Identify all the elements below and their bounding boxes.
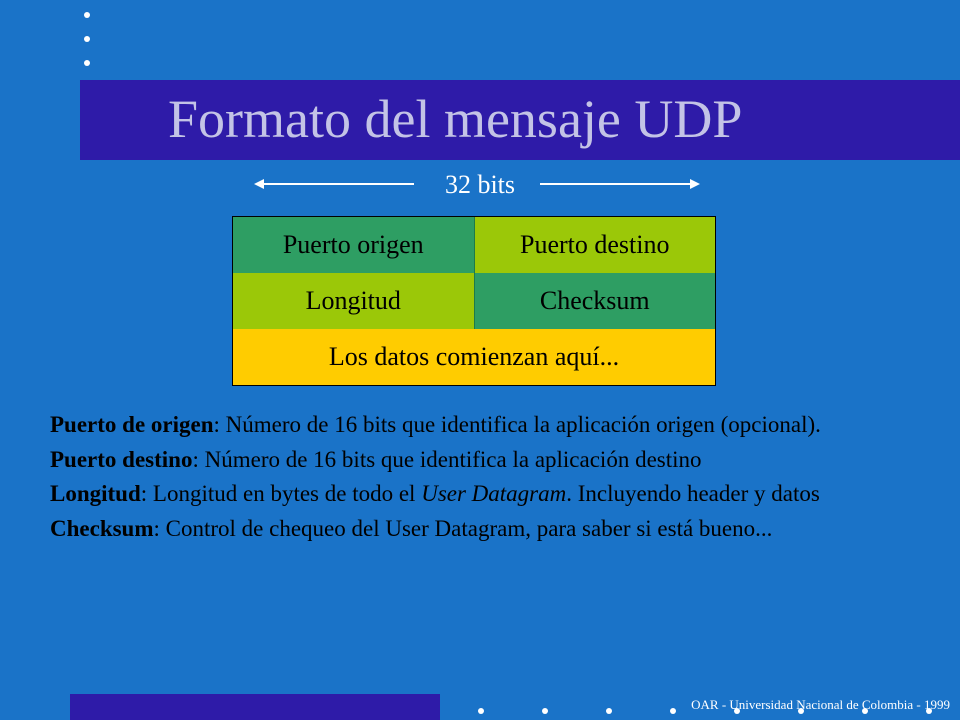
udp-header-diagram [232, 216, 716, 386]
description-term: Puerto de origen [50, 412, 214, 437]
description-length [50, 477, 870, 512]
description-text: Número de 16 bits que identifica la aplicación origen (opcional). [225, 412, 821, 437]
field-descriptions [50, 408, 870, 546]
description-checksum [50, 512, 870, 547]
header-row [233, 273, 715, 329]
decoration-dot [542, 708, 548, 714]
description-term: Longitud [50, 481, 141, 506]
description-separator: : [192, 446, 205, 472]
decoration-dot [84, 60, 90, 66]
description-italic-text: User Datagram [421, 481, 567, 506]
header-row [233, 217, 715, 273]
description-text: Longitud en bytes de todo el [152, 481, 422, 506]
decoration-dot [84, 36, 90, 42]
description-separator: : [213, 412, 226, 437]
length-field: Longitud [233, 273, 474, 329]
data-field: Los datos comienzan aquí... [233, 329, 715, 385]
slide-title: Formato del mensaje UDP [168, 89, 743, 149]
description-term: Puerto destino [50, 446, 193, 472]
description-separator: : [153, 515, 166, 541]
decoration-dot [478, 708, 484, 714]
description-source-port [50, 408, 870, 443]
footer-text: OAR - Universidad Nacional de Colombia - 1999 [691, 697, 950, 712]
width-label: 32 bits [444, 170, 516, 199]
description-destination-port [50, 443, 870, 478]
description-term: Checksum [50, 515, 154, 541]
left-arrow-icon [254, 176, 414, 192]
decoration-dot [606, 708, 612, 714]
decoration-dot [84, 12, 90, 18]
footer-bar [70, 694, 440, 720]
source-port-field: Puerto origen [233, 217, 474, 273]
data-row [233, 329, 715, 385]
description-text: Control de chequeo del User Datagram, para saber si está bueno... [165, 515, 773, 541]
right-arrow-icon [540, 176, 700, 192]
description-separator: : [140, 481, 153, 506]
description-text: Número de 16 bits que identifica la aplicación destino [204, 446, 702, 472]
description-text: . Incluyendo header y datos [566, 481, 820, 506]
destination-port-field: Puerto destino [474, 217, 716, 273]
decoration-dot [670, 708, 676, 714]
checksum-field: Checksum [474, 273, 716, 329]
